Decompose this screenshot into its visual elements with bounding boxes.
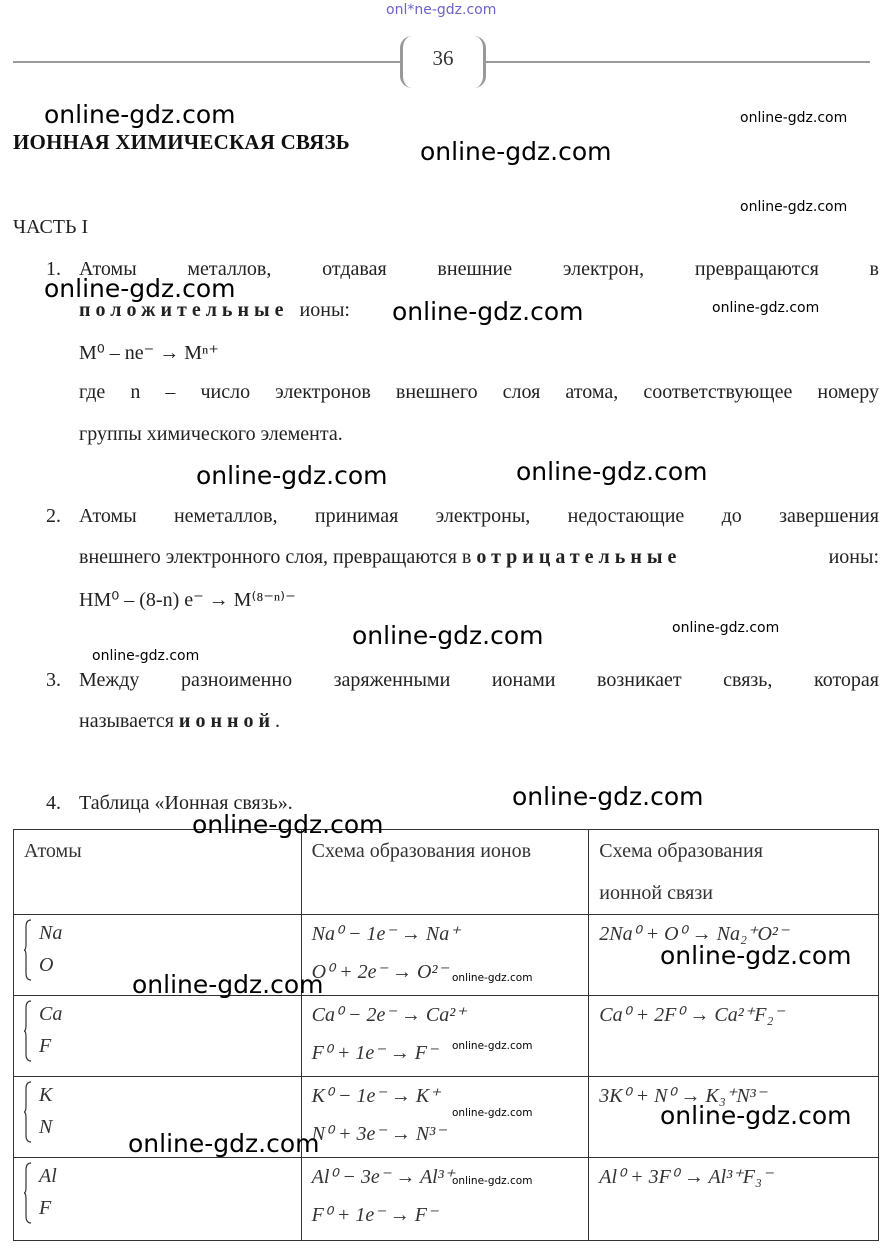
watermark: online-gdz.com bbox=[660, 941, 852, 970]
atom-2: F bbox=[39, 1197, 52, 1219]
watermark: online-gdz.com bbox=[452, 1175, 533, 1187]
bond-scheme-cell: Al⁰ + 3F⁰ → Al³⁺F₃⁻ bbox=[589, 1158, 879, 1241]
ion-scheme-cell bbox=[301, 915, 589, 996]
watermark: online-gdz.com bbox=[740, 110, 848, 126]
table-row bbox=[14, 1158, 879, 1241]
top-watermark: onl*ne-gdz.com bbox=[386, 2, 497, 18]
ion-scheme-1: Ca⁰ − 2e⁻ → Ca²⁺ bbox=[311, 1004, 466, 1026]
item-1-number: 1. bbox=[46, 258, 61, 280]
watermark: online-gdz.com bbox=[128, 1129, 320, 1158]
watermark: online-gdz.com bbox=[452, 972, 533, 984]
bond-scheme-cell: Ca⁰ + 2F⁰ → Ca²⁺F₂⁻ bbox=[589, 996, 879, 1077]
page-number: 36 bbox=[400, 36, 486, 88]
watermark: online-gdz.com bbox=[352, 621, 544, 650]
header-bond-scheme-line2: ионной связи bbox=[599, 882, 713, 904]
watermark: online-gdz.com bbox=[660, 1101, 852, 1130]
ion-scheme-cell bbox=[301, 1158, 589, 1241]
watermark: online-gdz.com bbox=[452, 1040, 533, 1052]
watermark: online-gdz.com bbox=[44, 274, 236, 303]
item-3-line1: Между разноименно заряженными ионами возникает связь, которая bbox=[79, 669, 879, 691]
item-2-line2 bbox=[79, 546, 879, 569]
item-2-number: 2. bbox=[46, 505, 61, 527]
item-1-line4: где n – число электронов внешнего слоя атома, соответствующее номеру bbox=[79, 381, 879, 403]
watermark: online-gdz.com bbox=[516, 457, 708, 486]
atom-1: Al bbox=[39, 1165, 57, 1187]
item-4-line1: Таблица «Ионная связь». bbox=[79, 792, 293, 814]
item-3-line2-pre: называется bbox=[79, 710, 174, 732]
atom-2: F bbox=[39, 1035, 52, 1057]
ion-scheme-2: F⁰ + 1e⁻ → F⁻ bbox=[311, 1204, 438, 1226]
page-title: ИОННАЯ ХИМИЧЕСКАЯ СВЯЗЬ bbox=[13, 130, 350, 154]
atom-2: O bbox=[39, 954, 54, 976]
ion-scheme-2: F⁰ + 1e⁻ → F⁻ bbox=[311, 1042, 438, 1064]
brace-icon bbox=[24, 1000, 32, 1062]
atom-1: Ca bbox=[39, 1003, 63, 1025]
brace-icon bbox=[24, 1162, 32, 1224]
watermark: online-gdz.com bbox=[196, 461, 388, 490]
item-1-line5: группы химического элемента. bbox=[79, 423, 343, 445]
item-1-after: ионы: bbox=[299, 299, 350, 321]
atom-1: K bbox=[39, 1084, 53, 1106]
header-rule-right bbox=[476, 61, 870, 63]
ion-scheme-cell bbox=[301, 1077, 589, 1158]
item-3-number: 3. bbox=[46, 669, 61, 691]
watermark: online-gdz.com bbox=[740, 199, 848, 215]
ion-scheme-1: Na⁰ − 1e⁻ → Na⁺ bbox=[311, 923, 460, 945]
item-4-number: 4. bbox=[46, 792, 61, 814]
ion-scheme-cell bbox=[301, 996, 589, 1077]
item-1-formula: M⁰ – ne⁻ → Mⁿ⁺ bbox=[79, 342, 219, 364]
atoms-cell bbox=[14, 1158, 302, 1241]
item-1-emphasis: положительные bbox=[79, 299, 289, 321]
header-atoms: Атомы bbox=[14, 830, 302, 915]
item-2-formula: HM⁰ – (8-n) e⁻ → M⁽⁸⁻ⁿ⁾⁻ bbox=[79, 589, 296, 611]
brace-icon bbox=[24, 1081, 32, 1143]
item-2-emphasis: отрицательные bbox=[476, 546, 682, 568]
table-row bbox=[14, 996, 879, 1077]
brace-icon bbox=[24, 919, 32, 981]
watermark: online-gdz.com bbox=[392, 297, 584, 326]
watermark: online-gdz.com bbox=[192, 810, 384, 839]
watermark: online-gdz.com bbox=[92, 648, 200, 664]
watermark: online-gdz.com bbox=[712, 300, 820, 316]
item-2-line2-pre: внешнего электронного слоя, превращаются в bbox=[79, 546, 472, 568]
header-bond-scheme-line1: Схема образования bbox=[599, 840, 763, 862]
part-heading: ЧАСТЬ I bbox=[13, 216, 89, 238]
ion-scheme-2: N⁰ + 3e⁻ → N³⁻ bbox=[311, 1123, 446, 1145]
item-3-after: . bbox=[275, 710, 281, 732]
item-3-emphasis: ионной bbox=[178, 710, 276, 732]
header-ion-scheme: Схема образования ионов bbox=[301, 830, 589, 915]
atom-2: N bbox=[39, 1116, 53, 1138]
item-2-line1: Атомы неметаллов, принимая электроны, недостающие до завершения bbox=[79, 505, 879, 527]
ion-scheme-1: Al⁰ − 3e⁻ → Al³⁺ bbox=[311, 1166, 455, 1188]
atoms-cell bbox=[14, 996, 302, 1077]
atom-1: Na bbox=[39, 922, 63, 944]
item-1-line1: Атомы металлов, отдавая внешние электрон, превращаются в bbox=[79, 258, 879, 280]
bond-scheme-cell: 3K⁰ + N⁰ → K₃⁺N³⁻ bbox=[589, 1077, 879, 1158]
ion-scheme-2: O⁰ + 2e⁻ → O²⁻ bbox=[311, 961, 448, 983]
watermark: online-gdz.com bbox=[420, 137, 612, 166]
watermark: online-gdz.com bbox=[672, 620, 780, 636]
item-2-after: ионы: bbox=[828, 546, 879, 568]
ionic-bond-table bbox=[13, 829, 879, 1241]
table-header-row bbox=[14, 830, 879, 915]
watermark: online-gdz.com bbox=[512, 782, 704, 811]
header-rule-left bbox=[13, 61, 405, 63]
watermark: online-gdz.com bbox=[132, 970, 324, 999]
watermark: online-gdz.com bbox=[452, 1107, 533, 1119]
header-bond-scheme bbox=[589, 830, 879, 915]
item-3-line2 bbox=[79, 710, 280, 733]
bond-scheme-cell: 2Na⁰ + O⁰ → Na₂⁺O²⁻ bbox=[589, 915, 879, 996]
ion-scheme-1: K⁰ − 1e⁻ → K⁺ bbox=[311, 1085, 440, 1107]
watermark: online-gdz.com bbox=[44, 100, 236, 129]
